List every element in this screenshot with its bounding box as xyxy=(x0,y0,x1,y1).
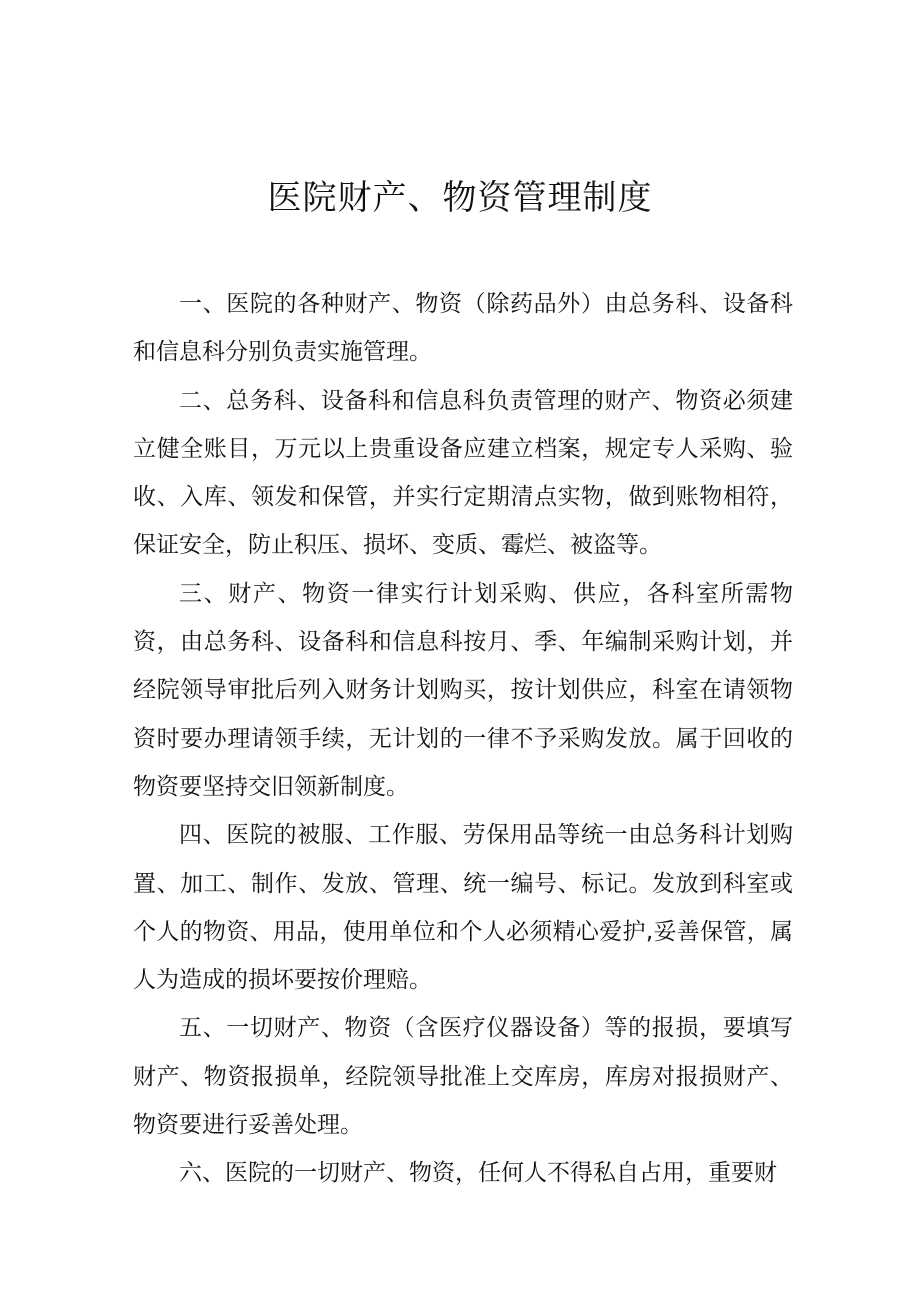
paragraph-5: 五、一切财产、物资（含医疗仪器设备）等的报损，要填写财产、物资报损单，经院领导批准上交库房，库房对报损财产、物资要进行妥善处理。 xyxy=(133,1015,793,1139)
paragraph-4: 四、医院的被服、工作服、劳保用品等统一由总务科计划购置、加工、制作、发放、管理、统一编号、标记。发放到科室或个人的物资、用品，使用单位和个人必须精心爱护,妥善保管，属人为造成的损坏要按价理赔。 xyxy=(133,822,793,994)
document-body xyxy=(133,280,793,1198)
paragraph-1: 一、医院的各种财产、物资（除药品外）由总务科、设备科和信息科分别负责实施管理。 xyxy=(133,291,793,366)
paragraph-6: 六、医院的一切财产、物资，任何人不得私自占用，重要财 xyxy=(179,1160,777,1187)
document-title: 医院财产、物资管理制度 xyxy=(267,178,653,218)
paragraph-3: 三、财产、物资一律实行计划采购、供应，各科室所需物资，由总务科、设备科和信息科按月、季、年编制采购计划，并经院领导审批后列入财务计划购买，按计划供应，科室在请领物资时要办理请领手续，无计划的一律不予采购发放。属于回收的物资要坚持交旧领新制度。 xyxy=(133,580,793,800)
paragraph-2: 二、总务科、设备科和信息科负责管理的财产、物资必须建立健全账目，万元以上贵重设备应建立档案，规定专人采购、验收、入库、领发和保管，并实行定期清点实物，做到账物相符，保证安全，防止积压、损坏、变质、霉烂、被盗等。 xyxy=(133,387,793,559)
